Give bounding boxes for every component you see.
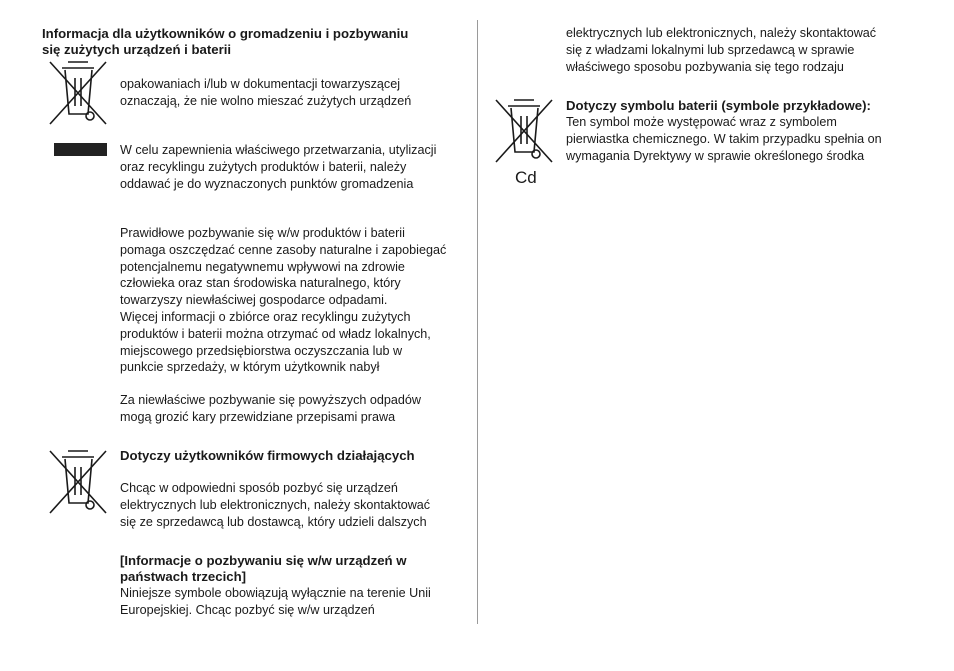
- column-divider: [477, 20, 478, 624]
- business-users-heading: Dotyczy użytkowników firmowych działających: [120, 448, 415, 463]
- paragraph-third-countries: Niniejsze symbole obowiązują wyłącznie na terenie Unii Europejskiej. Chcąc pozbyć się w/w urządzeń: [120, 586, 431, 617]
- weee-bin-icon: [48, 60, 108, 126]
- black-bar-symbol: [54, 143, 107, 156]
- third-countries-heading: [Informacje o pozbywaniu się w/w urządzeń w państwach trzecich]: [120, 553, 407, 584]
- weee-bin-icon: [494, 98, 554, 164]
- paragraph-battery-symbol: Ten symbol może występować wraz z symbolem pierwiastka chemicznego. W takim przypadku spełnia on wymagania Dyrektywy w sprawie określonego środka: [566, 115, 882, 163]
- paragraph-mixing-warning: opakowaniach i/lub w dokumentacji towarzyszącej oznaczają, że nie wolno mieszać zużytych urządzeń: [120, 77, 412, 108]
- chemical-symbol-label: Cd: [515, 168, 537, 187]
- weee-bin-icon: [48, 449, 108, 515]
- battery-symbol-heading: Dotyczy symbolu baterii (symbole przykładowe):: [566, 98, 871, 113]
- paragraph-penalties: Za niewłaściwe pozbywanie się powyższych odpadów mogą grozić kary przewidziane przepisami prawa: [120, 393, 422, 424]
- section-title: Informacja dla użytkowników o gromadzeniu i pozbywaniu się zużytych urządzeń i baterii: [42, 26, 409, 57]
- paragraph-collection-points: W celu zapewnienia właściwego przetwarzania, utylizacji oraz recyklingu zużytych produktów i baterii, należy oddawać je do wyznaczonych punktów gromadzenia: [120, 143, 437, 191]
- paragraph-proper-disposal: Prawidłowe pozbywanie się w/w produktów i baterii pomaga oszczędzać cenne zasoby naturalne i zapobiegać potencjalnemu negatywnemu wpływowi na zdrowie człowieka oraz stan środowiska naturalnego, który towarzyszy niewłaściwej gospodarce odpadami. Więcej informacji o zbiórce oraz recyklingu zużytych produktów i baterii można otrzymać od władz lokalnych, miejscowego przedsiębiorstwa oczyszczania lub w punkcie sprzedaży, w którym użytkownik nabył: [120, 226, 447, 375]
- paragraph-contact-authorities: elektrycznych lub elektronicznych, należy skontaktować się z władzami lokalnymi lub sprzedawcą w sprawie właściwego sposobu pozbywania się tego rodzaju: [566, 26, 877, 74]
- paragraph-business-disposal: Chcąc w odpowiedni sposób pozbyć się urządzeń elektrycznych lub elektronicznych, należy skontaktować się ze sprzedawcą lub dostawcą, który udzieli dalszych: [120, 481, 431, 529]
